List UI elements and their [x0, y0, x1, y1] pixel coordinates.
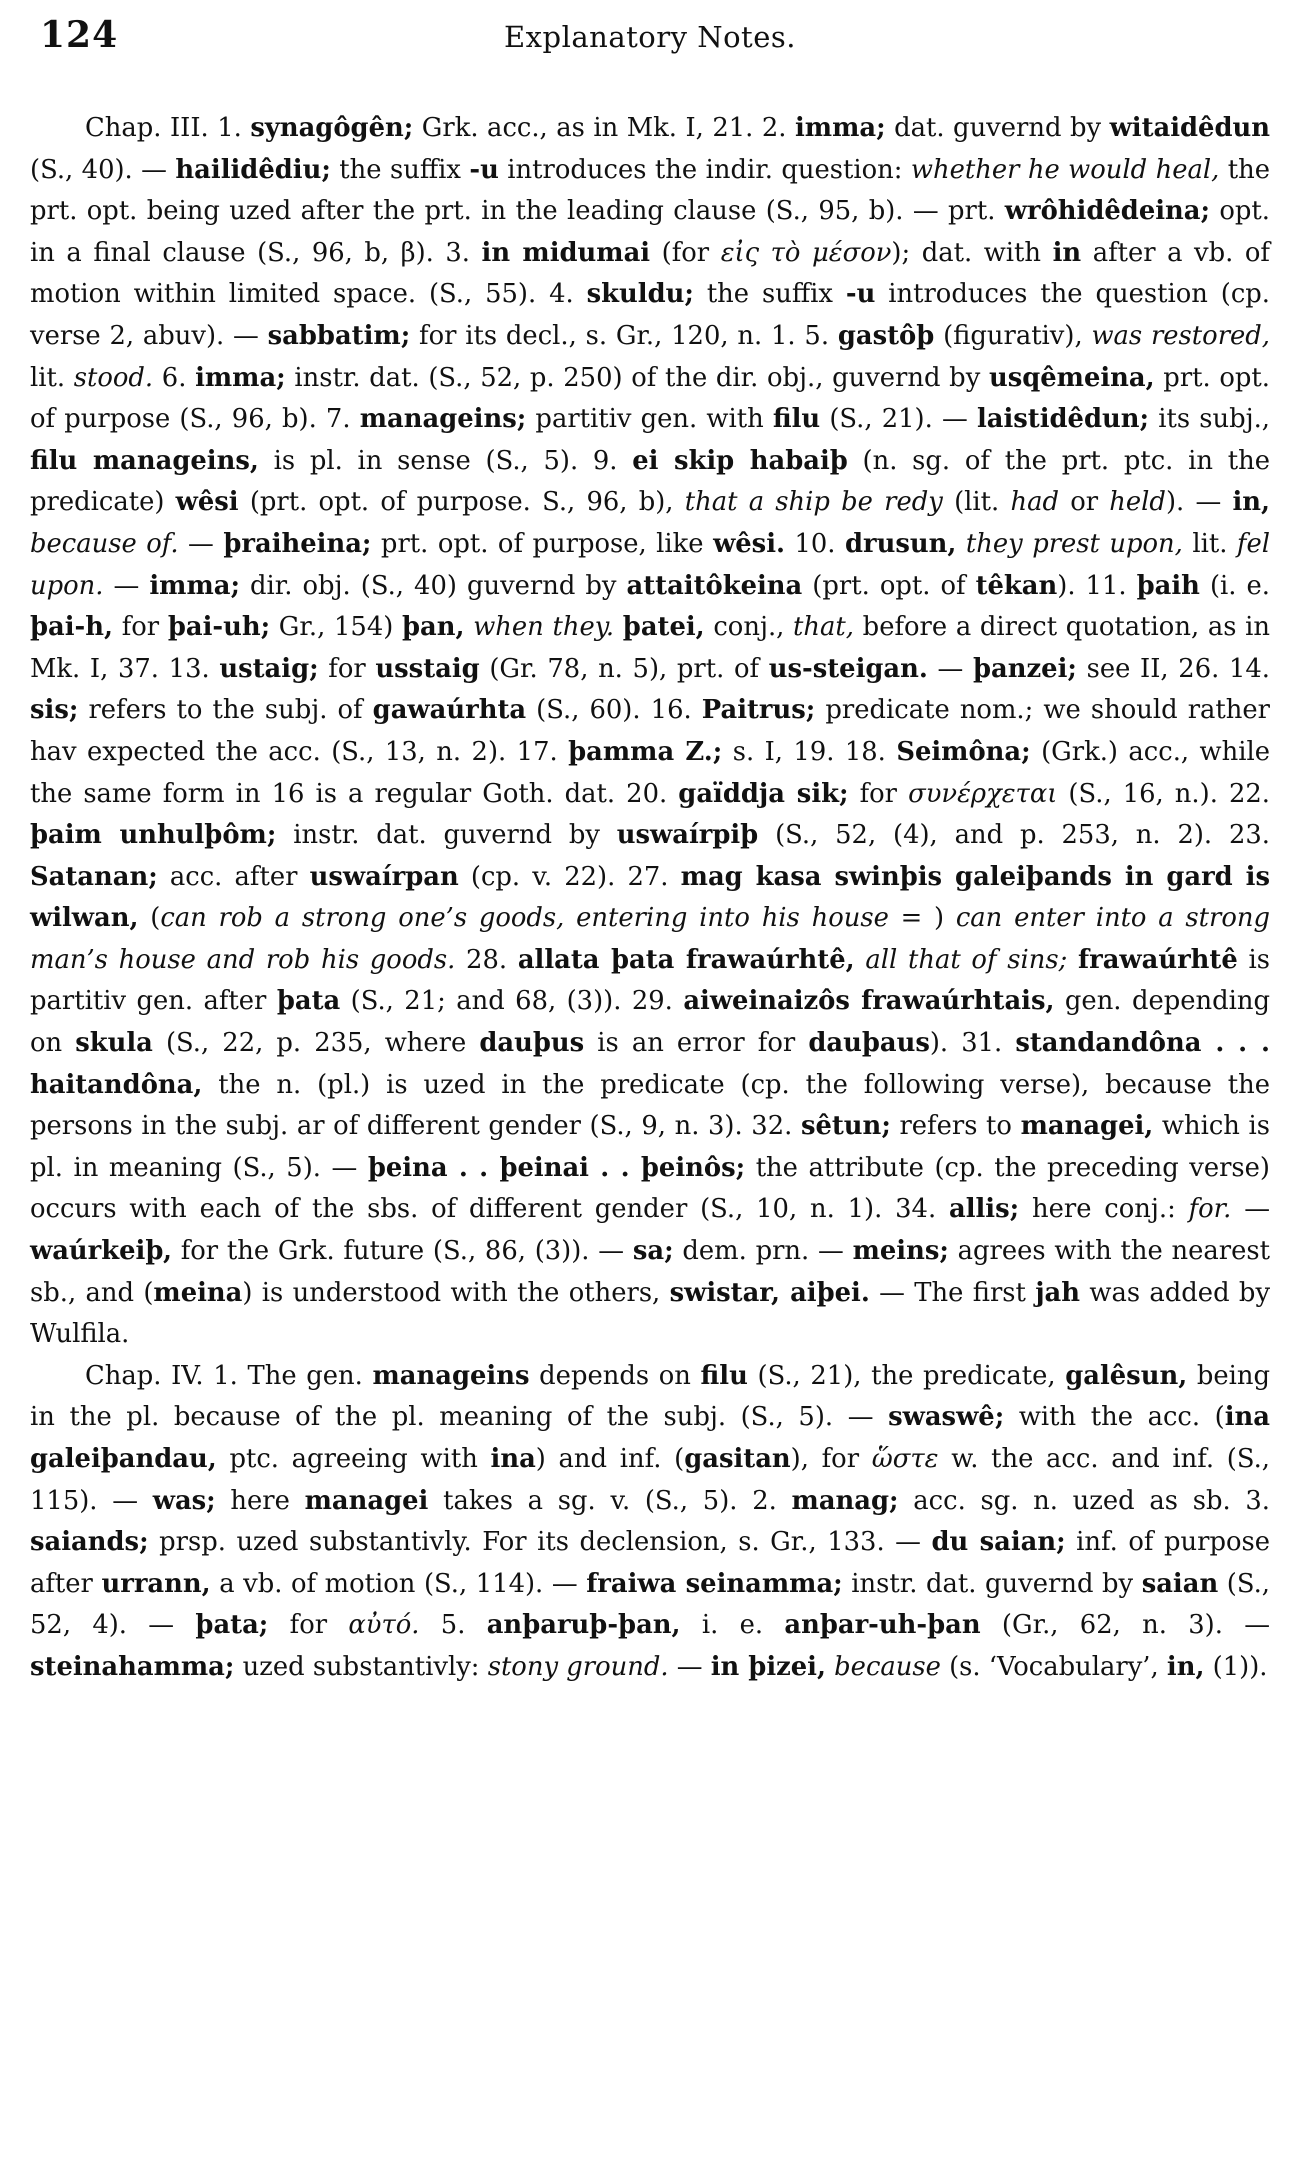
italic-gloss: stood.: [73, 362, 154, 393]
bold-term: meina: [153, 1277, 243, 1308]
bold-term: -u: [469, 154, 499, 185]
text-run: —: [178, 528, 224, 559]
bold-term: skuldu;: [586, 279, 694, 310]
text-run: [614, 612, 623, 642]
bold-term: Satanan;: [30, 861, 158, 892]
text-run: ptc. agreeing with: [216, 1444, 491, 1474]
bold-term: sabbatim;: [267, 320, 411, 351]
text-run: dat. guvernd by: [885, 113, 1110, 143]
bold-term: saian: [1141, 1568, 1219, 1599]
text-run: —: [668, 1651, 711, 1682]
bold-term: filu manageins,: [30, 445, 259, 476]
bold-term: filu: [700, 1360, 748, 1391]
bold-term: fraiwa seinamma;: [586, 1568, 843, 1599]
bold-term: manageins: [372, 1360, 530, 1391]
bold-term: þeina . . þeinai . . þeinôs;: [367, 1152, 746, 1183]
italic-gloss: for.: [1188, 1194, 1232, 1225]
italic-gloss: can rob a strong one’s goods, entering into his house: [160, 903, 889, 934]
italic-gloss: that a ship be redy: [684, 487, 943, 518]
bold-term: hailidêdiu;: [175, 154, 331, 185]
text-run: dir. obj. (S., 40) guvernd by: [239, 570, 627, 601]
text-run: instr. dat. guvernd by: [276, 820, 617, 851]
text-run: —: [927, 653, 974, 684]
bold-term: þaih: [1136, 570, 1200, 601]
text-run: 5.: [419, 1610, 487, 1641]
text-run: ) and inf. (: [535, 1444, 685, 1474]
text-run: here: [215, 1485, 305, 1516]
text-run: instr. dat. guvernd by: [842, 1568, 1142, 1599]
text-run: (S., 22, p. 235, where: [152, 1028, 480, 1059]
text-run: (S., 21; and 68, (3)). 29.: [340, 986, 684, 1017]
text-run: (i. e.: [1199, 570, 1270, 601]
text-run: (1)).: [1204, 1651, 1268, 1682]
bold-term: þraiheina;: [223, 528, 372, 559]
page-body: [30, 108, 1270, 1689]
text-run: (S., 21). —: [820, 404, 977, 435]
bold-term: waúrkeiþ,: [30, 1236, 172, 1267]
bold-term: aiweinaizôs frawaúrhtais,: [683, 986, 1055, 1017]
italic-gloss: whether he would heal,: [910, 154, 1220, 185]
bold-term: ina: [490, 1444, 536, 1474]
text-run: (prt. opt. of: [802, 570, 976, 601]
bold-term: in midumai: [481, 237, 651, 268]
text-run: the prt. opt. being uzed after the prt. in the leading clause (S., 95, b). — prt.: [30, 154, 1270, 227]
text-run: prsp. uzed substantivly. For its declension, s. Gr., 133. —: [148, 1527, 932, 1558]
text-run: was added by Wulfila.: [30, 1277, 1271, 1350]
text-run: (Gr. 78, n. 5), prt. of: [479, 653, 769, 684]
bold-term: us-steigan.: [768, 653, 928, 684]
text-run: ); dat. with: [891, 237, 1053, 268]
text-run: instr. dat. (S., 52, p. 250) of the dir. obj., guvernd by: [285, 362, 989, 393]
text-run: ), for: [790, 1444, 872, 1474]
text-run: uzed substantivly:: [234, 1651, 488, 1682]
text-run: [1067, 945, 1078, 975]
bold-term: Paitrus;: [701, 695, 816, 726]
text-run: agrees with the nearest sb., and (: [30, 1236, 1270, 1308]
text-run: conj.,: [704, 612, 794, 643]
bold-term: wrôhidêdeina;: [1004, 196, 1211, 227]
text-run: with the acc. (: [1004, 1402, 1225, 1433]
bold-term: gastôþ: [837, 320, 935, 351]
text-run: being in the pl. because of the pl. meaning of the subj. (S., 5). —: [30, 1360, 1270, 1433]
text-run: its subj.,: [1149, 404, 1270, 435]
text-run: [826, 1652, 834, 1682]
italic-gloss: when they.: [473, 612, 615, 643]
text-run: (S., 40). —: [30, 154, 176, 185]
bold-term: filu: [772, 404, 821, 435]
text-run: (prt. opt. of purpose. S., 96, b),: [238, 487, 685, 518]
bold-term: wêsi: [175, 487, 239, 518]
text-run: — The first: [869, 1277, 1036, 1308]
text-run: refers to: [890, 1111, 1021, 1142]
bold-term: dauþus: [479, 1028, 585, 1059]
text-run: acc. after: [157, 861, 310, 892]
bold-term: sa;: [632, 1236, 674, 1267]
italic-gloss: that,: [793, 612, 854, 643]
text-run: (lit.: [942, 487, 1011, 518]
text-run: which is pl. in meaning (S., 5). —: [30, 1111, 1271, 1183]
running-head: Explanatory Notes.: [504, 20, 796, 54]
text-run: gen. depending on: [30, 986, 1271, 1059]
text-run: after a vb. of motion within limited space. (S., 55). 4.: [30, 237, 1270, 310]
bold-term: þai-uh;: [167, 612, 271, 643]
text-run: (S., 21), the predicate,: [747, 1360, 1066, 1391]
paragraph-chapter-4: [30, 1356, 1270, 1689]
text-run: refers to the subj. of: [78, 695, 373, 726]
text-run: —: [1231, 1194, 1270, 1225]
text-run: partitiv gen. with: [526, 404, 773, 435]
italic-gloss: because: [834, 1651, 941, 1682]
bold-term: in þizei,: [710, 1651, 826, 1682]
text-run: 6.: [153, 362, 196, 393]
text-run: for: [268, 1610, 349, 1641]
bold-term: swaswê;: [888, 1402, 1005, 1433]
bold-term: þanzei;: [973, 653, 1077, 684]
bold-term: anþaruþ-þan,: [486, 1610, 681, 1641]
bold-term: manag;: [791, 1485, 899, 1516]
bold-term: þai-h,: [30, 612, 113, 643]
text-run: for its decl., s. Gr., 120, n. 1. 5.: [410, 320, 838, 351]
bold-term: managei: [304, 1485, 429, 1516]
text-run: acc. sg. n. uzed as sb. 3.: [898, 1485, 1270, 1516]
text-run: is an error for: [584, 1028, 809, 1059]
text-run: (: [138, 903, 161, 934]
text-run: lit.: [30, 362, 74, 393]
bold-term: urrann,: [101, 1568, 211, 1599]
text-run: 10.: [785, 528, 845, 559]
bold-term: -u: [845, 279, 876, 310]
text-run: the attribute (cp. the preceding verse) occurs with each of the sbs. of different gender (S., 10, n. 1). 34.: [30, 1152, 1270, 1225]
bold-term: imma;: [195, 362, 286, 393]
bold-term: anþar-uh-þan: [784, 1610, 981, 1641]
italic-gloss: fel upon.: [30, 528, 1270, 601]
text-run: [956, 529, 965, 559]
bold-term: þata;: [195, 1610, 269, 1641]
text-run: ). 11.: [1057, 570, 1137, 601]
bold-term: imma;: [794, 113, 886, 143]
bold-term: wêsi.: [713, 528, 785, 559]
text-run: [465, 612, 474, 642]
bold-term: gawaúrhta: [372, 695, 527, 726]
text-run: ). 31.: [929, 1028, 1016, 1059]
text-run: opt. in a final clause (S., 96, b, β). 3.: [30, 196, 1270, 268]
text-run: (Gr., 62, n. 3). —: [980, 1610, 1271, 1641]
bold-term: uswaírpiþ: [616, 820, 759, 851]
text-run: Gr., 154): [270, 612, 402, 643]
bold-term: swistar, aiþei.: [669, 1277, 870, 1308]
bold-term: jah: [1035, 1277, 1081, 1308]
text-run: the n. (pl.) is uzed in the predicate (cp. the following verse), because the persons in the subj. ar of different gender (S., 9, n. 3). 32.: [30, 1069, 1270, 1142]
text-run: (n. sg. of the prt. ptc. in the predicate): [30, 445, 1270, 518]
text-run: (Grk.) acc., while the same form in 16 is a regular Goth. dat. 20.: [30, 736, 1270, 809]
bold-term: têkan: [975, 570, 1058, 601]
text-run: (S., 60). 16.: [526, 695, 702, 726]
text-run: for: [318, 653, 376, 684]
text-run: for the Grk. future (S., 86, (3)). —: [171, 1236, 633, 1267]
text-run: (cp. v. 22). 27.: [458, 861, 681, 892]
italic-gloss: ὥστε: [871, 1444, 939, 1474]
bold-term: managei,: [1020, 1111, 1154, 1142]
italic-gloss: συνέρχεται: [908, 778, 1058, 809]
text-run: Chap. IV. 1. The gen.: [85, 1360, 373, 1391]
text-run: inf. of purpose after: [30, 1527, 1270, 1599]
bold-term: ustaig;: [219, 653, 319, 684]
bold-term: steinahamma;: [30, 1651, 235, 1682]
bold-term: sêtun;: [800, 1111, 891, 1142]
text-run: (s. ‘Vocabulary’,: [940, 1651, 1167, 1682]
bold-term: þan,: [402, 612, 465, 643]
bold-term: gasitan: [684, 1444, 791, 1474]
bold-term: synagôgên;: [250, 113, 414, 143]
italic-gloss: stony ground.: [487, 1651, 669, 1682]
bold-term: ei skip habaiþ: [632, 445, 848, 476]
text-run: (figurativ),: [934, 320, 1092, 351]
italic-gloss: all that of sins;: [865, 944, 1068, 975]
text-run: (for: [650, 237, 721, 268]
bold-term: þamma Z.;: [568, 736, 723, 767]
text-run: introduces the question (cp. verse 2, abuv). —: [30, 279, 1271, 351]
text-run: w. the acc. and inf. (S., 115). —: [30, 1444, 1271, 1516]
bold-term: drusun,: [845, 528, 957, 559]
text-run: for: [848, 778, 909, 809]
text-run: the suffix: [693, 279, 846, 310]
bold-term: du saian;: [931, 1527, 1066, 1558]
page-number: 124: [40, 14, 119, 56]
paragraph-chapter-3: [30, 108, 1270, 1356]
text-run: s. I, 19. 18.: [722, 736, 897, 767]
text-run: [855, 945, 866, 975]
bold-term: skula: [75, 1028, 153, 1059]
text-run: a vb. of motion (S., 114). —: [210, 1568, 587, 1599]
bold-term: was;: [152, 1485, 216, 1516]
bold-term: ina galeiþandau,: [30, 1402, 1270, 1474]
text-run: prt. opt. of purpose (S., 96, b). 7.: [30, 362, 1270, 435]
italic-gloss: was restored,: [1091, 320, 1271, 351]
text-run: predicate nom.; we should rather hav expected the acc. (S., 13, n. 2). 17.: [30, 695, 1270, 767]
text-run: before a direct quotation, as in Mk. I, 37. 13.: [30, 612, 1271, 684]
text-run: = ): [888, 903, 956, 934]
italic-gloss: they prest upon,: [965, 528, 1183, 559]
bold-term: attaitôkeina: [626, 570, 803, 601]
text-run: i. e.: [680, 1610, 785, 1641]
bold-term: gaïddja sik;: [678, 778, 849, 809]
bold-term: laistidêdun;: [976, 404, 1150, 435]
text-run: the suffix: [330, 154, 470, 185]
bold-term: Seimôna;: [896, 736, 1031, 767]
text-run: or: [1058, 487, 1110, 518]
italic-gloss: αὐτό.: [348, 1610, 420, 1641]
bold-term: frawaúrhtê: [1078, 944, 1238, 975]
bold-term: meins;: [852, 1236, 949, 1267]
text-run: takes a sg. v. (S., 5). 2.: [428, 1485, 792, 1516]
bold-term: in,: [1232, 487, 1271, 518]
text-run: —: [103, 570, 150, 601]
text-run: depends on: [529, 1360, 701, 1391]
text-run: Chap. III. 1.: [85, 113, 251, 143]
text-run: is pl. in sense (S., 5). 9.: [258, 445, 633, 476]
text-run: ). —: [1165, 487, 1233, 518]
text-run: for: [113, 612, 168, 643]
bold-term: allis;: [948, 1194, 1020, 1225]
bold-term: saiands;: [30, 1527, 149, 1558]
bold-term: imma;: [149, 570, 240, 601]
bold-term: allata þata frawaúrhtê,: [517, 944, 855, 975]
bold-term: in,: [1166, 1651, 1205, 1682]
italic-gloss: because of.: [30, 528, 179, 559]
text-run: here conj.:: [1019, 1194, 1189, 1225]
text-run: (S., 52, (4), and p. 253, n. 2). 23.: [758, 820, 1270, 851]
bold-term: witaidêdun: [1109, 113, 1271, 143]
text-run: introduces the indir. question:: [498, 154, 911, 185]
bold-term: mag kasa swinþis galeiþands in gard is wilwan,: [30, 861, 1270, 934]
text-run: (S., 52, 4). —: [30, 1568, 1270, 1641]
text-run: (S., 16, n.). 22.: [1057, 778, 1270, 809]
text-run: dem. prn. —: [673, 1236, 853, 1267]
bold-term: usstaig: [375, 653, 480, 684]
text-run: is partitiv gen. after: [30, 944, 1270, 1017]
bold-term: uswaírpan: [309, 861, 459, 892]
bold-term: sis;: [30, 695, 79, 726]
page-header: [30, 14, 1270, 64]
bold-term: standandôna . . . haitandôna,: [30, 1028, 1270, 1100]
italic-gloss: held: [1109, 487, 1166, 518]
text-run: see II, 26. 14.: [1076, 653, 1270, 684]
text-run: prt. opt. of purpose, like: [371, 528, 714, 559]
bold-term: galêsun,: [1065, 1360, 1188, 1391]
text-run: lit.: [1182, 528, 1237, 559]
text-run: Grk. acc., as in Mk. I, 21. 2.: [413, 113, 795, 143]
bold-term: dauþaus: [808, 1028, 930, 1059]
italic-gloss: had: [1010, 487, 1059, 518]
italic-gloss: can enter into a strong man’s house and rob his goods.: [30, 903, 1270, 975]
bold-term: in: [1052, 237, 1082, 268]
bold-term: manageins;: [359, 404, 527, 435]
bold-term: þaim unhulþôm;: [30, 820, 277, 851]
italic-gloss: εἰς τὸ μέσον: [720, 237, 892, 268]
text-run: 28.: [455, 944, 518, 975]
bold-term: þatei,: [622, 612, 705, 643]
bold-term: þata: [276, 986, 341, 1017]
bold-term: usqêmeina,: [988, 362, 1155, 393]
text-run: ) is understood with the others,: [242, 1277, 670, 1308]
